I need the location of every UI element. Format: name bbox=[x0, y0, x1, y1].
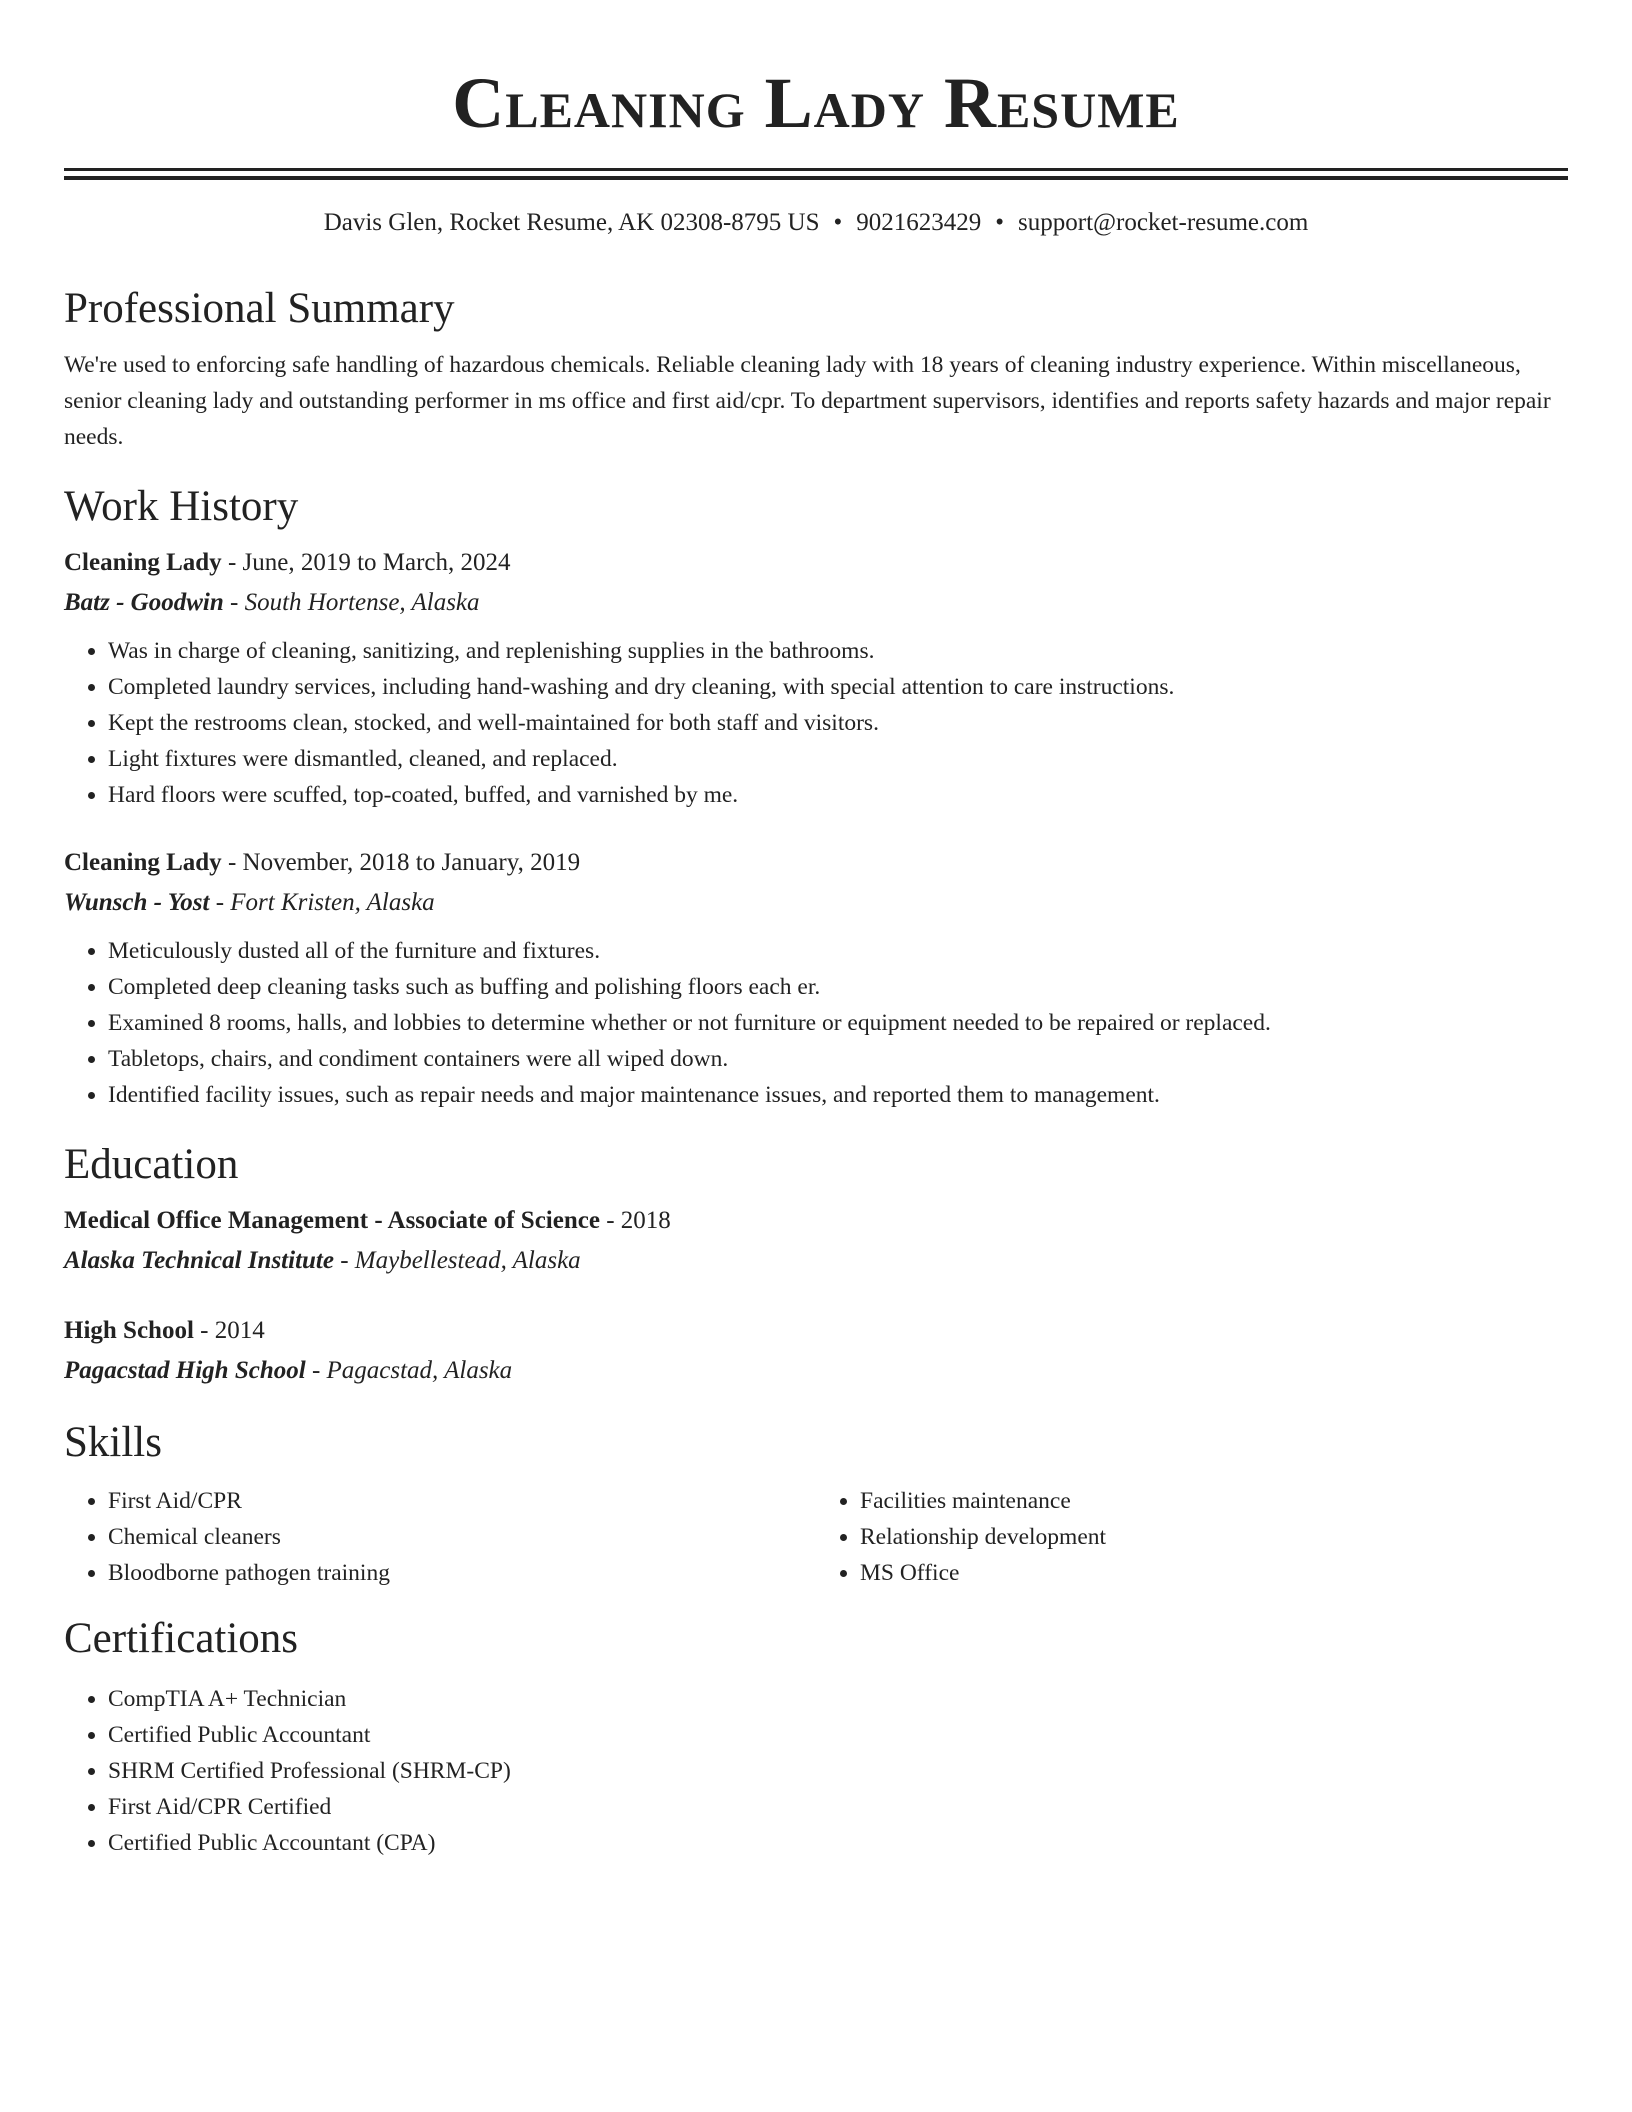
list-item: • SHRM Certified Professional (SHRM-CP) bbox=[108, 1753, 1568, 1789]
skills-columns bbox=[64, 1483, 1568, 1591]
list-item: • First Aid/CPR Certified bbox=[108, 1789, 1568, 1825]
job-employer bbox=[64, 583, 1568, 623]
list-item: • MS Office bbox=[860, 1555, 1568, 1591]
job-location: - Fort Kristen, Alaska bbox=[209, 889, 435, 916]
education-year: - 2018 bbox=[599, 1207, 671, 1234]
list-item: • Relationship development bbox=[860, 1519, 1568, 1555]
list-item: • Kept the restrooms clean, stocked, and well-maintained for both staff and visitors. bbox=[108, 705, 1568, 741]
job-title: Cleaning Lady bbox=[64, 549, 222, 576]
list-item: • CompTIA A+ Technician bbox=[108, 1681, 1568, 1717]
list-item: • Completed laundry services, including hand-washing and dry cleaning, with special attention to care instructions. bbox=[108, 669, 1568, 705]
summary-text: We're used to enforcing safe handling of hazardous chemicals. Reliable cleaning lady with 18 years of cleaning industry experience. Within miscellaneous, senior cleaning lady and outstanding performer in ms office and first aid/cpr. To department supervisors, identifies and reports safety hazards and major repair needs. bbox=[64, 352, 1551, 450]
resume-page bbox=[64, 0, 1568, 1861]
certifications-heading: Certifications bbox=[64, 1615, 299, 1662]
list-item: • Completed deep cleaning tasks such as buffing and polishing floors each er. bbox=[108, 969, 1568, 1005]
skills-list-right bbox=[816, 1483, 1568, 1591]
education-location: - Pagacstad, Alaska bbox=[305, 1357, 513, 1384]
education-school: Pagacstad High School bbox=[64, 1357, 306, 1384]
work-history-heading: Work History bbox=[64, 483, 299, 530]
title-divider bbox=[64, 168, 1568, 171]
list-item: • Examined 8 rooms, halls, and lobbies to determine whether or not furniture or equipment needed to be repaired or replaced. bbox=[108, 1005, 1568, 1041]
certifications-list bbox=[64, 1681, 1568, 1861]
contact-address: Davis Glen, Rocket Resume, AK 02308-8795 US bbox=[323, 209, 820, 236]
education-degree: High School bbox=[64, 1317, 194, 1344]
resume-title: Cleaning Lady Resume bbox=[452, 63, 1180, 143]
list-item: • Certified Public Accountant (CPA) bbox=[108, 1825, 1568, 1861]
list-item: • Facilities maintenance bbox=[860, 1483, 1568, 1519]
list-item: • Light fixtures were dismantled, cleaned, and replaced. bbox=[108, 741, 1568, 777]
job-title: Cleaning Lady bbox=[64, 849, 222, 876]
job-dates: - November, 2018 to January, 2019 bbox=[221, 849, 581, 876]
education-location: - Maybellestead, Alaska bbox=[333, 1247, 581, 1274]
skills-heading: Skills bbox=[64, 1419, 162, 1466]
education-heading: Education bbox=[64, 1141, 239, 1188]
education-degree: Medical Office Management - Associate of Science bbox=[64, 1207, 600, 1234]
list-item: • Tabletops, chairs, and condiment containers were all wiped down. bbox=[108, 1041, 1568, 1077]
job-entry bbox=[64, 843, 1568, 1113]
job-header bbox=[64, 543, 1568, 583]
education-year: - 2014 bbox=[193, 1317, 265, 1344]
skills-list-left bbox=[64, 1483, 816, 1591]
job-dates: - June, 2019 to March, 2024 bbox=[221, 549, 511, 576]
list-item: • Meticulously dusted all of the furniture and fixtures. bbox=[108, 933, 1568, 969]
education-header bbox=[64, 1201, 1568, 1241]
list-item: • Chemical cleaners bbox=[108, 1519, 816, 1555]
list-item: • Certified Public Accountant bbox=[108, 1717, 1568, 1753]
contact-email: support@rocket-resume.com bbox=[1018, 209, 1309, 236]
job-header bbox=[64, 843, 1568, 883]
education-header bbox=[64, 1311, 1568, 1351]
list-item: • Hard floors were scuffed, top-coated, buffed, and varnished by me. bbox=[108, 777, 1568, 813]
education-entry bbox=[64, 1311, 1568, 1391]
list-item: • Was in charge of cleaning, sanitizing, and replenishing supplies in the bathrooms. bbox=[108, 633, 1568, 669]
contact-line bbox=[64, 207, 1568, 239]
job-location: - South Hortense, Alaska bbox=[223, 589, 480, 616]
education-school: Alaska Technical Institute bbox=[64, 1247, 334, 1274]
job-duties bbox=[64, 633, 1568, 813]
job-company: Wunsch - Yost bbox=[64, 889, 210, 916]
contact-separator: • bbox=[833, 209, 843, 236]
education-school-line bbox=[64, 1351, 1568, 1391]
job-entry bbox=[64, 543, 1568, 813]
job-employer bbox=[64, 883, 1568, 923]
education-entry bbox=[64, 1201, 1568, 1281]
job-duties bbox=[64, 933, 1568, 1113]
job-company: Batz - Goodwin bbox=[64, 589, 224, 616]
list-item: • First Aid/CPR bbox=[108, 1483, 816, 1519]
contact-separator: • bbox=[995, 209, 1005, 236]
contact-phone: 9021623429 bbox=[856, 209, 982, 236]
list-item: • Identified facility issues, such as repair needs and major maintenance issues, and reported them to management. bbox=[108, 1077, 1568, 1113]
education-school-line bbox=[64, 1241, 1568, 1281]
summary-heading: Professional Summary bbox=[64, 285, 455, 332]
list-item: • Bloodborne pathogen training bbox=[108, 1555, 816, 1591]
